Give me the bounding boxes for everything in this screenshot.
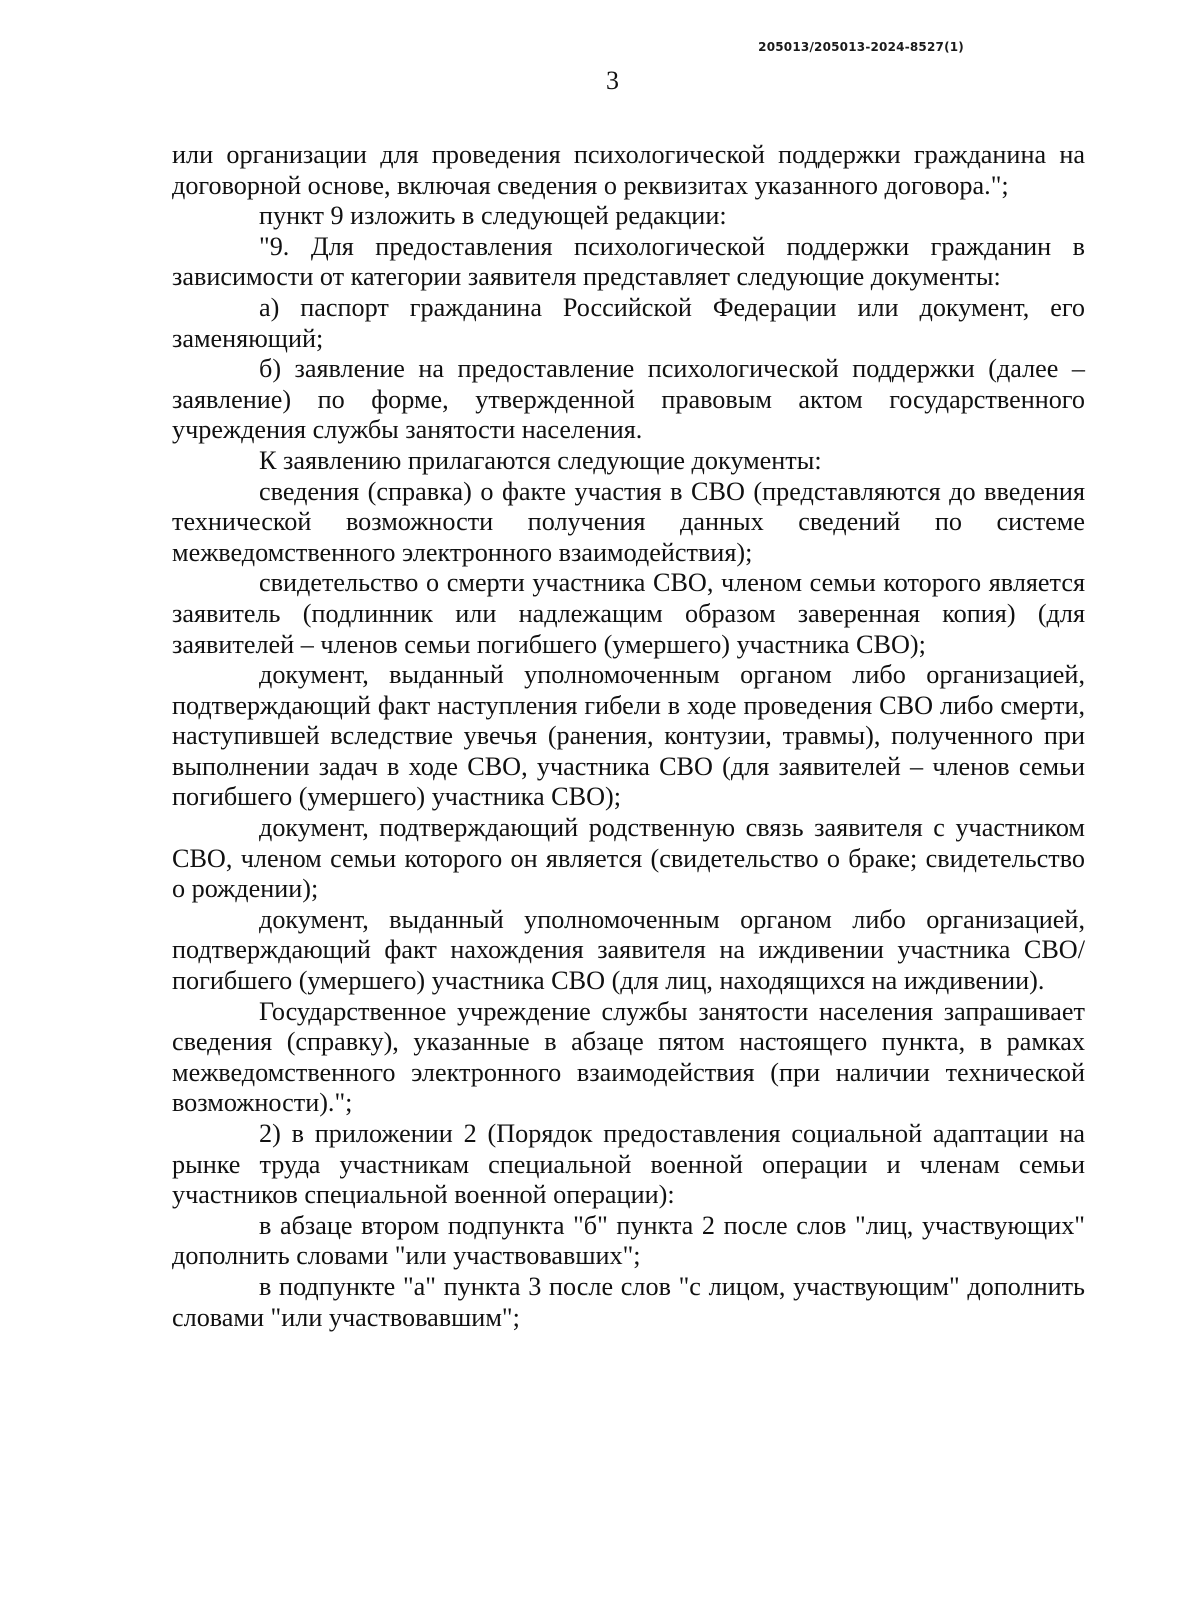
page-number: 3 [606, 66, 619, 95]
paragraph: в подпункте "а" пункта 3 после слов "с лицом, участвующим" дополнить словами "или участвовавшим"; [172, 1271, 1085, 1332]
paragraph: 2) в приложении 2 (Порядок предоставления социальной адаптации на рынке труда участникам специальной военной операции и членам семьи участников специальной военной операции): [172, 1119, 1085, 1210]
paragraph: а) паспорт гражданина Российской Федерации или документ, его заменяющий; [172, 292, 1085, 353]
paragraph: документ, выданный уполномоченным органом либо организацией, подтверждающий факт наступления гибели в ходе проведения СВО либо смерти, наступившей вследствие увечья (ранения, контузии, травмы), полученного при выполнении задач в ходе СВО, участника СВО (для заявителей – членов семьи погибшего (умершего) участника СВО); [172, 660, 1085, 812]
paragraph: пункт 9 изложить в следующей редакции: [259, 201, 727, 231]
paragraph: б) заявление на предоставление психологической поддержки (далее – заявление) по форме, утвержденной правовым актом государственного учреждения службы занятости населения. [172, 354, 1085, 445]
paragraph: свидетельство о смерти участника СВО, членом семьи которого является заявитель (подлинник или надлежащим образом заверенная копия) (для заявителей – членов семьи погибшего (умершего) участника СВО); [172, 568, 1085, 659]
paragraph: К заявлению прилагаются следующие документы: [259, 445, 822, 475]
paragraph: документ, подтверждающий родственную связь заявителя с участником СВО, членом семьи которого он является (свидетельство о браке; свидетельство о рождении); [172, 813, 1085, 904]
paragraph: в абзаце втором подпункта "б" пункта 2 после слов "лиц, участвующих" дополнить словами "или участвовавших"; [172, 1210, 1085, 1271]
document-id: 205013/205013-2024-8527(1) [758, 40, 964, 54]
document-body [172, 140, 1085, 1333]
paragraph: "9. Для предоставления психологической поддержки гражданин в зависимости от категории заявителя представляет следующие документы: [172, 231, 1085, 292]
paragraph: документ, выданный уполномоченным органом либо организацией, подтверждающий факт нахождения заявителя на иждивении участника СВО/погибшего (умершего) участника СВО (для лиц, находящихся на иждивении). [172, 904, 1085, 996]
paragraph: сведения (справка) о факте участия в СВО (представляются до введения технической возможности получения данных сведений по системе межведомственного электронного взаимодействия); [172, 476, 1085, 567]
paragraph: или организации для проведения психологической поддержки гражданина на договорной основе, включая сведения о реквизитах указанного договора."; [172, 140, 1085, 200]
paragraph: Государственное учреждение службы занятости населения запрашивает сведения (справку), указанные в абзаце пятом настоящего пункта, в рамках межведомственного электронного взаимодействия (при наличии технической возможности)."; [172, 996, 1085, 1118]
